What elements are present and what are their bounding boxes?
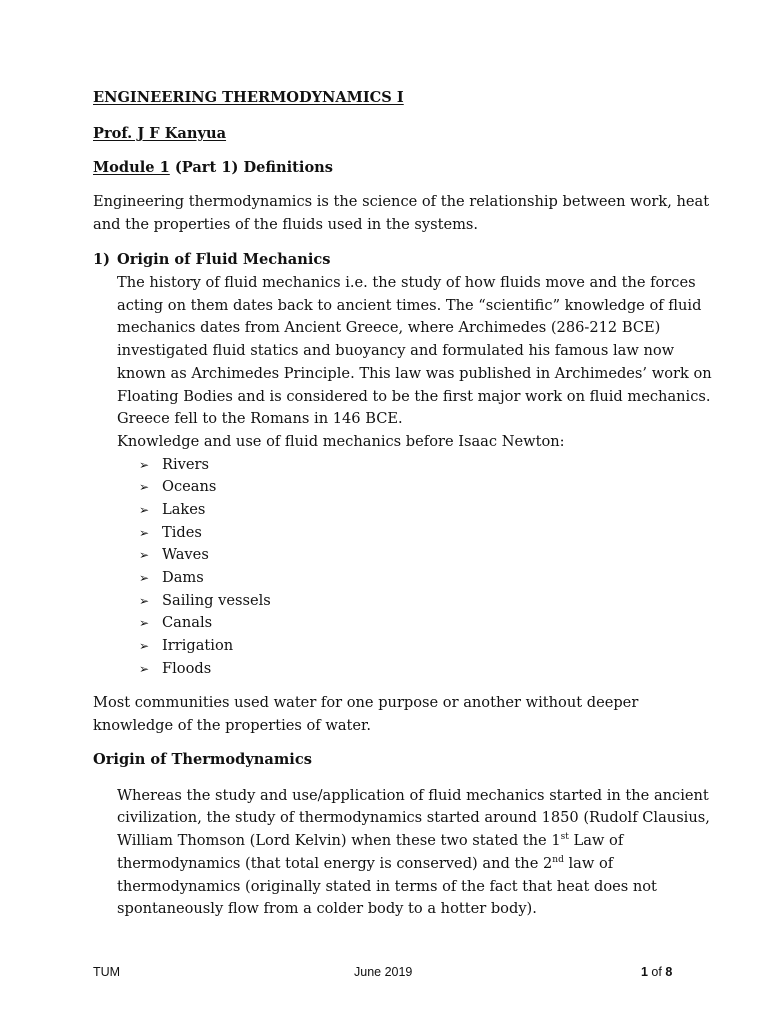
section2-line-4 (117, 854, 613, 874)
page-number (641, 962, 672, 982)
section1-heading: Origin of Fluid Mechanics (117, 251, 331, 268)
intro-line-2: and the properties of the fluids used in the systems. (93, 216, 479, 233)
bullet-arrow-icon: ➢ (139, 662, 150, 676)
section2-line-6: spontaneously flow from a colder body to a hotter body). (117, 900, 537, 917)
superscript-st: st (560, 832, 569, 842)
section2-line-3 (117, 831, 623, 851)
module-label: Module 1 (93, 159, 170, 176)
list-item: Sailing vessels (162, 592, 271, 609)
module-subtitle: (Part 1) Definitions (169, 159, 334, 176)
list-item: Tides (162, 524, 202, 541)
section1-para-line-6: Floating Bodies and is considered to be the first major work on fluid mechanics. (117, 388, 711, 405)
section2-line-4-end: law of (563, 855, 614, 872)
section1-para-line-2: acting on them dates back to ancient times. The “scientific” knowledge of fluid (117, 297, 702, 314)
footer-date: June 2019 (354, 965, 413, 979)
page-current: 1 (641, 965, 648, 979)
list-item: Floods (162, 660, 212, 677)
list-item: Rivers (162, 456, 210, 473)
section1-list-intro: Knowledge and use of fluid mechanics before Isaac Newton: (117, 433, 565, 450)
section1-para-line-3: mechanics dates from Ancient Greece, where Archimedes (286-212 BCE) (117, 319, 661, 336)
list-item: Waves (162, 546, 209, 563)
section2-line-3-text: William Thomson (Lord Kelvin) when these two stated the 1 (117, 832, 561, 849)
superscript-nd: nd (552, 855, 564, 865)
bullet-arrow-icon: ➢ (139, 503, 150, 517)
list-item: Dams (162, 569, 204, 586)
bullet-arrow-icon: ➢ (139, 639, 150, 653)
bullet-arrow-icon: ➢ (139, 458, 150, 472)
footer-left: TUM (93, 965, 121, 979)
intro-line-1: Engineering thermodynamics is the science of the relationship between work, heat (93, 193, 710, 210)
page-of: of (647, 965, 666, 979)
module-heading (93, 158, 333, 178)
page-total: 8 (665, 965, 673, 979)
list-item: Irrigation (162, 637, 234, 654)
communities-line-2: knowledge of the properties of water. (93, 717, 372, 734)
bullet-arrow-icon: ➢ (139, 480, 150, 494)
section2-line-5: thermodynamics (originally stated in terms of the fact that heat does not (117, 878, 657, 895)
bullet-arrow-icon: ➢ (139, 548, 150, 562)
section2-line-1: Whereas the study and use/application of fluid mechanics started in the ancient (117, 787, 709, 804)
communities-line-1: Most communities used water for one purpose or another without deeper (93, 694, 639, 711)
author-name: Prof. J F Kanyua (93, 125, 227, 142)
section1-para-line-1: The history of fluid mechanics i.e. the study of how fluids move and the forces (117, 274, 696, 291)
section1-para-line-7: Greece fell to the Romans in 146 BCE. (117, 410, 403, 427)
bullet-arrow-icon: ➢ (139, 571, 150, 585)
section2-line-3-end: Law of (568, 832, 624, 849)
bullet-arrow-icon: ➢ (139, 594, 150, 608)
section2-heading: Origin of Thermodynamics (93, 751, 312, 768)
list-item: Canals (162, 614, 213, 631)
list-item: Oceans (162, 478, 217, 495)
section1-number: 1) (93, 251, 111, 268)
section2-line-2: civilization, the study of thermodynamics started around 1850 (Rudolf Clausius, (117, 809, 710, 826)
bullet-arrow-icon: ➢ (139, 616, 150, 630)
list-item: Lakes (162, 501, 206, 518)
section2-line-4-text: thermodynamics (that total energy is conserved) and the 2 (117, 855, 553, 872)
document-title: ENGINEERING THERMODYNAMICS I (93, 89, 404, 106)
bullet-arrow-icon: ➢ (139, 526, 150, 540)
section1-para-line-5: known as Archimedes Principle. This law was published in Archimedes’ work on (117, 365, 712, 382)
section1-para-line-4: investigated fluid statics and buoyancy and formulated his famous law now (117, 342, 675, 359)
